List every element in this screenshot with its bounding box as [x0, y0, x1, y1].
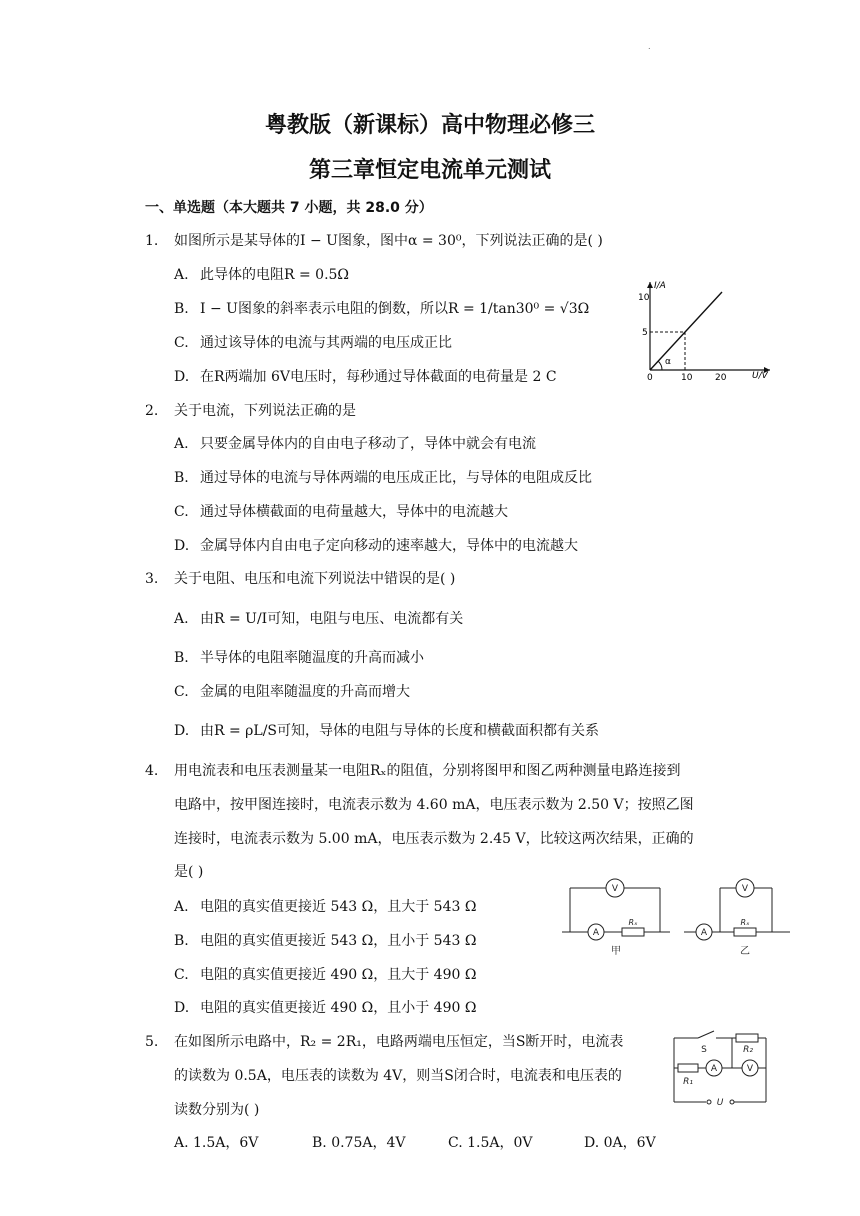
iu-graph — [638, 278, 778, 382]
option-text: 半导体的电阻率随温度的升高而减小 — [200, 650, 424, 666]
option — [174, 536, 578, 556]
y-axis-label: I/A — [654, 281, 666, 291]
option-text: 只要金属导体内的自由电子移动了，导体中就会有电流 — [200, 436, 536, 452]
question-stem-line: 在如图所示电路中，R₂ = 2R₁，电路两端电压恒定，当S断开时，电流表 — [174, 1034, 624, 1050]
page-title: 粤教版（新课标）高中物理必修三 — [264, 112, 595, 138]
question-stem-line: 连接时，电流表示数为 5.00 mA，电压表示数为 2.45 V，比较这两次结果，正确的 — [174, 831, 694, 847]
question-stem: 关于电阻、电压和电流下列说法中错误的是( ) — [174, 571, 456, 587]
voltmeter-label: V — [741, 884, 749, 894]
option-text: 电阻的真实值更接近 543 Ω，且小于 543 Ω — [200, 933, 477, 949]
question-stem: 关于电流，下列说法正确的是 — [174, 403, 356, 419]
question-number: 1. — [145, 233, 159, 249]
option — [312, 1133, 406, 1153]
option-key: C. — [174, 684, 189, 700]
question-number: 4. — [145, 763, 159, 779]
x-axis-label: U/V — [752, 371, 768, 381]
option-key: A. — [174, 1135, 189, 1151]
option-key: B. — [174, 933, 189, 949]
switch-label: S — [701, 1045, 707, 1055]
option — [174, 1133, 258, 1153]
option — [174, 502, 508, 522]
option-key: D. — [174, 538, 190, 554]
option-text: 金属的电阻率随温度的升高而增大 — [200, 684, 410, 700]
voltmeter-label: V — [611, 884, 619, 894]
question-stem-line: 用电流表和电压表测量某一电阻Rₓ的阻值，分别将图甲和图乙两种测量电路连接到 — [174, 763, 681, 779]
option — [174, 367, 557, 387]
option-text: 电阻的真实值更接近 490 Ω，且小于 490 Ω — [200, 1000, 477, 1016]
option-key: C. — [448, 1135, 463, 1151]
circuit-diagram-q4 — [560, 878, 792, 960]
ammeter-label: A — [700, 928, 708, 938]
resistor-label: Rₓ — [740, 918, 750, 927]
x-tick-label: 20 — [715, 373, 727, 382]
option — [174, 648, 424, 668]
option-text: 0.75A，4V — [331, 1135, 406, 1151]
voltmeter-label: V — [746, 1064, 754, 1074]
angle-label: α — [665, 357, 671, 367]
option — [174, 931, 476, 951]
option — [174, 721, 599, 741]
option-key: A. — [174, 267, 189, 283]
ammeter-label: A — [592, 928, 600, 938]
circuit-label-a: 甲 — [611, 946, 621, 957]
option — [174, 333, 452, 353]
option-text: 通过导体的电流与导体两端的电压成正比，与导体的电阻成反比 — [200, 470, 592, 486]
question-stem-line: 是( ) — [174, 864, 204, 880]
option-text: 电阻的真实值更接近 490 Ω，且大于 490 Ω — [200, 967, 477, 983]
option — [448, 1133, 533, 1153]
r2-label: R₂ — [743, 1045, 753, 1055]
option-key: A. — [174, 611, 189, 627]
question-stem-line: 的读数为 0.5A，电压表的读数为 4V，则当S闭合时，电流表和电压表的 — [174, 1068, 622, 1084]
question-number: 3. — [145, 571, 159, 587]
option-key: B. — [174, 650, 189, 666]
circuit-diagram-q5 — [670, 1028, 772, 1110]
option-text: 1.5A，0V — [467, 1135, 533, 1151]
option-key: D. — [584, 1135, 600, 1151]
r1-label: R₁ — [683, 1077, 693, 1087]
option-text: 0A，6V — [603, 1135, 656, 1151]
option-text: 1.5A，6V — [193, 1135, 259, 1151]
option-key: C. — [174, 504, 189, 520]
option — [174, 897, 476, 917]
option-text: 通过该导体的电流与其两端的电压成正比 — [200, 335, 452, 351]
question-stem-line: 电路中，按甲图连接时，电流表示数为 4.60 mA，电压表示数为 2.50 V；按照乙图 — [174, 797, 694, 813]
option-text: 由R = U/I可知，电阻与电压、电流都有关 — [200, 611, 464, 627]
option-key: C. — [174, 335, 189, 351]
option-text: 电阻的真实值更接近 543 Ω，且大于 543 Ω — [200, 899, 477, 915]
option-key: B. — [174, 470, 189, 486]
option — [174, 965, 476, 985]
x-tick-label: 0 — [647, 373, 653, 382]
option-text: 由R = ρL/S可知，导体的电阻与导体的长度和横截面积都有关系 — [200, 723, 600, 739]
question-stem: 如图所示是某导体的I − U图象，图中α = 30⁰，下列说法正确的是( ) — [174, 233, 603, 249]
option-text: 金属导体内自由电子定向移动的速率越大，导体中的电流越大 — [200, 538, 578, 554]
circuit-label-b: 乙 — [740, 946, 750, 957]
option-key: A. — [174, 436, 189, 452]
option-key: A. — [174, 899, 189, 915]
header-dot: . — [648, 42, 651, 51]
option-text: 在R两端加 6V电压时，每秒通过导体截面的电荷量是 2 C — [200, 369, 557, 385]
question-number: 2. — [145, 403, 159, 419]
option-text: 通过导体横截面的电荷量越大，导体中的电流越大 — [200, 504, 508, 520]
option — [174, 682, 410, 702]
question-number: 5. — [145, 1034, 159, 1050]
option-key: B. — [312, 1135, 327, 1151]
option — [174, 434, 536, 454]
option-text: I − U图象的斜率表示电阻的倒数，所以R = 1/tan30⁰ = √3Ω — [200, 301, 590, 317]
option-key: C. — [174, 967, 189, 983]
option-key: B. — [174, 301, 189, 317]
option — [174, 468, 592, 488]
option-key: D. — [174, 369, 190, 385]
option — [174, 299, 589, 319]
option-text: 此导体的电阻R = 0.5Ω — [200, 267, 350, 283]
question-stem-line: 读数分别为( ) — [174, 1102, 260, 1118]
y-tick-label: 5 — [642, 328, 648, 338]
option — [174, 609, 463, 629]
resistor-label: Rₓ — [628, 918, 638, 927]
option — [584, 1133, 656, 1153]
option-key: D. — [174, 723, 190, 739]
source-label: U — [716, 1098, 724, 1108]
page-subtitle: 第三章恒定电流单元测试 — [308, 157, 551, 183]
y-tick-label: 10 — [638, 293, 650, 303]
option-key: D. — [174, 1000, 190, 1016]
ammeter-label: A — [710, 1064, 718, 1074]
option — [174, 998, 476, 1018]
x-tick-label: 10 — [681, 373, 693, 382]
section-heading: 一、单选题（本大题共 7 小题，共 28.0 分） — [145, 200, 433, 216]
option — [174, 265, 349, 285]
